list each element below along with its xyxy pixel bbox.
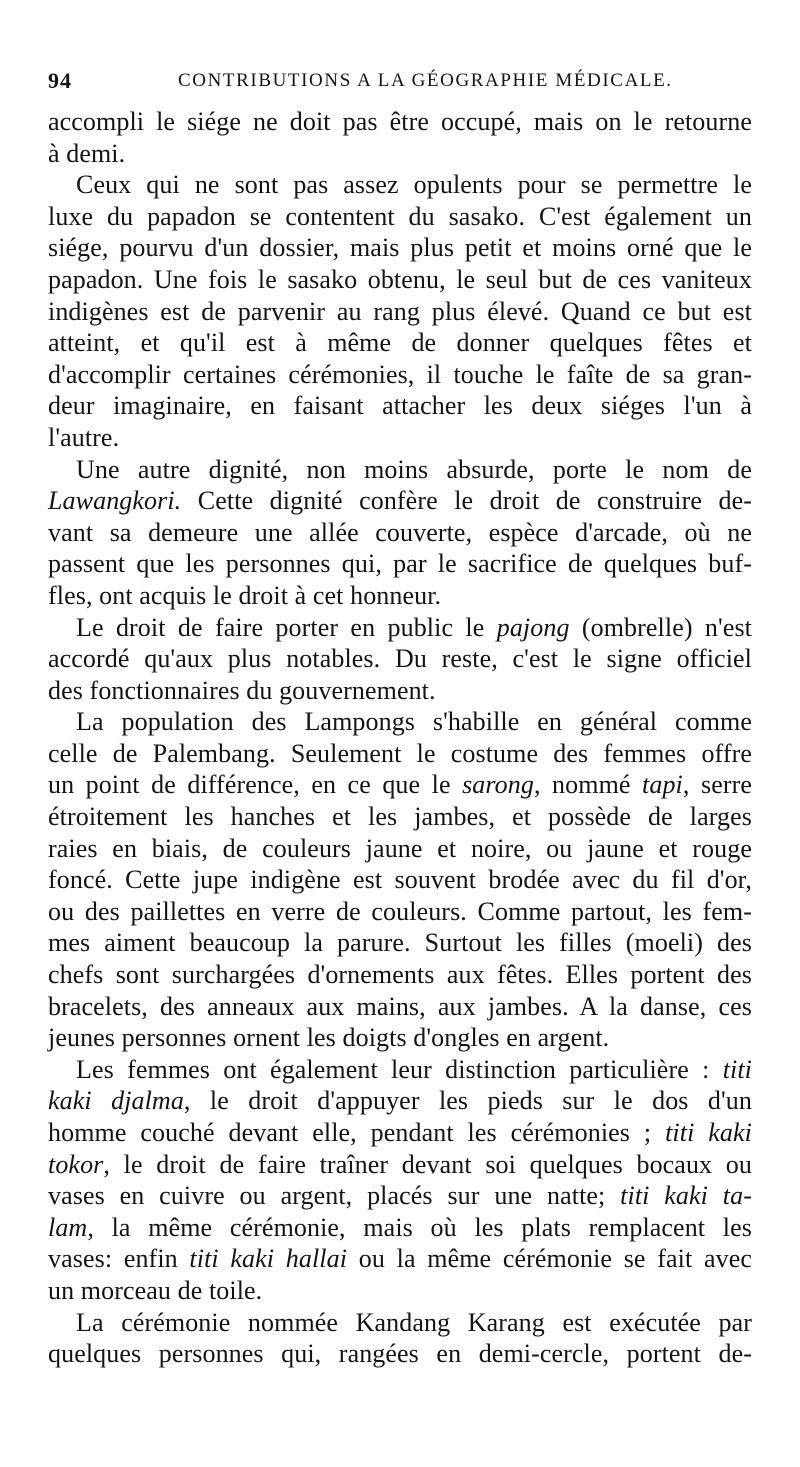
text-run: quelques personnes qui, rangées en demi-cercle, portent de- <box>48 1339 752 1369</box>
text-run: chefs sont surchargées d'ornements aux fêtes. Elles portent des <box>48 960 752 990</box>
text-line-32 <box>48 1085 752 1117</box>
text-line-01 <box>48 106 752 138</box>
text-run: deur imaginaire, en faisant attacher les deux siéges l'un à <box>48 391 752 421</box>
text-run: vases en cuivre ou argent, placés sur une natte; <box>48 1181 621 1211</box>
text-run: à demi. <box>48 138 126 168</box>
text-line-38 <box>48 1275 752 1307</box>
text-line-35 <box>48 1180 752 1212</box>
text-run: vases: enfin <box>48 1244 190 1274</box>
running-title: CONTRIBUTIONS A LA GÉOGRAPHIE MÉDICALE. <box>178 70 673 91</box>
text-run: étroitement les hanches et les jambes, et possède de larges <box>48 802 752 832</box>
italic-term: kaki djalma <box>48 1086 184 1116</box>
text-line-33 <box>48 1117 752 1149</box>
text-line-24 <box>48 833 752 865</box>
text-line-26 <box>48 896 752 928</box>
italic-term: pajong <box>496 612 570 642</box>
text-line-19 <box>48 675 752 707</box>
text-line-13 <box>48 485 752 517</box>
text-run: bracelets, des anneaux aux mains, aux jambes. A la danse, ces <box>48 991 752 1021</box>
text-line-23 <box>48 801 752 833</box>
text-line-40 <box>48 1338 752 1370</box>
italic-term: tapi <box>642 770 683 800</box>
italic-term: titi kaki ta- <box>620 1181 752 1211</box>
text-run: Les femmes ont également leur distinction particulière : <box>76 1054 723 1084</box>
text-line-06 <box>48 264 752 296</box>
text-run: un morceau de toile. <box>48 1275 263 1305</box>
text-run: Le droit de faire porter en public le <box>76 612 497 642</box>
text-line-16 <box>48 580 752 612</box>
text-line-02 <box>48 138 752 170</box>
text-run: d'accomplir certaines cérémonies, il touche le faîte de sa gran- <box>48 359 752 389</box>
text-line-05 <box>48 232 752 264</box>
text-line-15 <box>48 548 752 580</box>
text-run: accompli le siége ne doit pas être occupé, mais on le retourne <box>48 107 752 136</box>
text-line-36 <box>48 1212 752 1244</box>
text-run: , le droit de faire traîner devant soi quelques bocaux ou <box>103 1149 752 1179</box>
text-line-07 <box>48 296 752 328</box>
text-run: , la même cérémonie, mais où les plats remplacent les <box>87 1212 752 1242</box>
text-run: ou des paillettes en verre de couleurs. Comme partout, les fem- <box>48 896 752 926</box>
text-run: (ombrelle) n'est <box>569 612 753 642</box>
text-run: luxe du papadon se contentent du sasako. C'est également un <box>48 201 752 231</box>
text-line-03 <box>48 169 752 201</box>
text-line-17 <box>48 612 752 644</box>
text-run: jeunes personnes ornent les doigts d'ongles en argent. <box>48 1023 610 1053</box>
text-line-34 <box>48 1149 752 1181</box>
text-run: La cérémonie nommée Kandang Karang est exécutée par <box>76 1307 752 1337</box>
text-run: papadon. Une fois le sasako obtenu, le seul but de ces vaniteux <box>48 264 752 294</box>
italic-term: lam <box>48 1212 88 1242</box>
text-line-10 <box>48 390 752 422</box>
text-run: vant sa demeure une allée couverte, espèce d'arcade, où ne <box>48 517 752 547</box>
text-run: Ceux qui ne sont pas assez opulents pour se permettre le <box>76 170 752 200</box>
text-run: Cette dignité confère le droit de construire de- <box>181 486 752 516</box>
italic-term: Lawangkori. <box>48 486 182 516</box>
text-line-04 <box>48 201 752 233</box>
text-line-18 <box>48 643 752 675</box>
text-line-12 <box>48 454 752 486</box>
text-run: passent que les personnes qui, par le sacrifice de quelques buf- <box>48 549 752 579</box>
text-line-30 <box>48 1022 752 1054</box>
text-run: , serre <box>682 770 752 800</box>
text-line-28 <box>48 959 752 991</box>
text-run: celle de Palembang. Seulement le costume des femmes offre <box>48 738 752 768</box>
page-header <box>48 68 760 102</box>
text-line-31 <box>48 1054 752 1086</box>
text-run: foncé. Cette jupe indigène est souvent brodée avec du fil d'or, <box>48 865 752 895</box>
italic-term: sarong <box>462 770 534 800</box>
text-run: raies en biais, de couleurs jaune et noire, ou jaune et rouge <box>48 833 752 863</box>
text-line-37 <box>48 1243 752 1275</box>
text-run: ou la même cérémonie se fait avec <box>347 1244 752 1274</box>
text-line-21 <box>48 738 752 770</box>
italic-term: titi kaki <box>665 1118 752 1147</box>
text-line-11 <box>48 422 752 454</box>
text-run: accordé qu'aux plus notables. Du reste, c'est le signe officiel <box>48 644 752 674</box>
text-run: l'autre. <box>48 422 120 452</box>
text-run: , nommé <box>533 770 643 800</box>
text-run: fles, ont acquis le droit à cet honneur. <box>48 580 442 610</box>
text-line-27 <box>48 927 752 959</box>
text-run: mes aiment beaucoup la parure. Surtout les filles (moeli) des <box>48 928 752 958</box>
text-line-25 <box>48 864 752 896</box>
text-run: , le droit d'appuyer les pieds sur le dos d'un <box>183 1086 752 1116</box>
body-text <box>48 106 752 1370</box>
text-line-14 <box>48 517 752 549</box>
text-run: La population des Lampongs s'habille en général comme <box>76 707 752 737</box>
text-line-08 <box>48 327 752 359</box>
text-run: homme couché devant elle, pendant les cérémonies ; <box>48 1118 666 1147</box>
text-run: un point de différence, en ce que le <box>48 770 463 800</box>
text-line-29 <box>48 991 752 1023</box>
text-line-20 <box>48 706 752 738</box>
text-run: atteint, et qu'il est à même de donner quelques fêtes et <box>48 328 752 358</box>
text-run: indigènes est de parvenir au rang plus élevé. Quand ce but est <box>48 296 752 326</box>
text-run: des fonctionnaires du gouvernement. <box>48 675 436 705</box>
page-number: 94 <box>48 68 72 93</box>
italic-term: titi kaki hallai <box>189 1244 348 1274</box>
italic-term: tokor <box>48 1149 104 1179</box>
text-run: siége, pourvu d'un dossier, mais plus petit et moins orné que le <box>48 233 752 263</box>
text-line-09 <box>48 359 752 391</box>
text-line-39 <box>48 1307 752 1339</box>
italic-term: titi <box>722 1054 752 1084</box>
text-run: Une autre dignité, non moins absurde, porte le nom de <box>76 454 752 484</box>
text-line-22 <box>48 769 752 801</box>
